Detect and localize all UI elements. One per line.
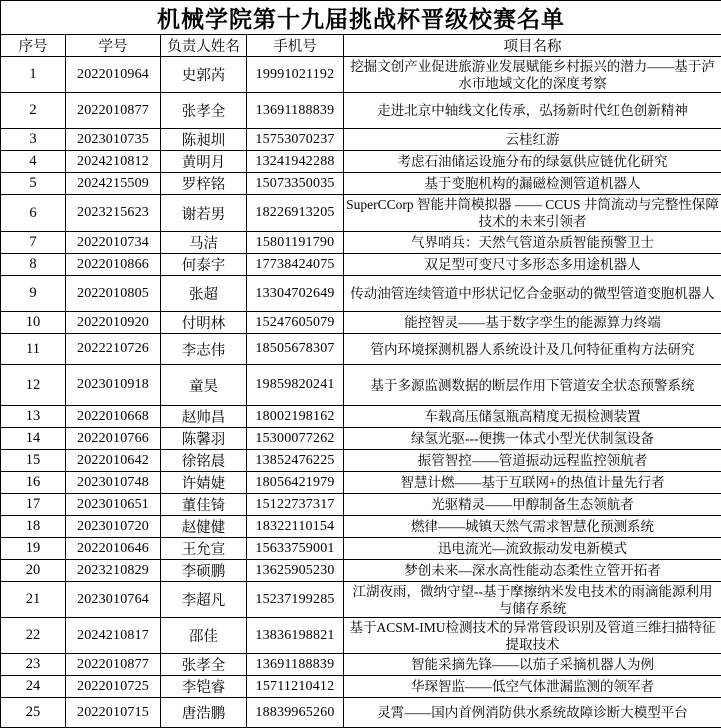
cell-row-number: 2 (1, 93, 66, 129)
cell-student-id: 2022010866 (66, 254, 161, 276)
cell-leader-name: 许婧婕 (161, 472, 247, 494)
cell-phone-number: 18322110154 (247, 516, 344, 538)
cell-student-id: 2023010918 (66, 365, 161, 406)
cell-phone-number: 13625905230 (247, 560, 344, 582)
page-title: 机械学院第十九届挑战杯晋级校赛名单 (1, 1, 721, 35)
cell-row-number: 5 (1, 173, 66, 195)
cell-phone-number: 15753070237 (247, 129, 344, 151)
table-row (1, 560, 721, 582)
cell-student-id: 2022010877 (66, 93, 161, 129)
cell-leader-name: 李志伟 (161, 334, 247, 365)
cell-student-id: 2022010964 (66, 57, 161, 93)
cell-leader-name: 李铠睿 (161, 676, 247, 698)
cell-row-number: 7 (1, 232, 66, 254)
table-row (1, 450, 721, 472)
cell-project-name: 云桂红游 (344, 129, 721, 151)
cell-row-number: 16 (1, 472, 66, 494)
cell-leader-name: 陈馨羽 (161, 428, 247, 450)
table-row (1, 582, 721, 618)
table-row (1, 93, 721, 129)
cell-student-id: 2023210829 (66, 560, 161, 582)
cell-phone-number: 13241942288 (247, 151, 344, 173)
cell-leader-name: 何泰宇 (161, 254, 247, 276)
cell-leader-name: 赵健健 (161, 516, 247, 538)
cell-project-name: 智慧计燃——基于互联网+的热值计量先行者 (344, 472, 721, 494)
cell-phone-number: 19859820241 (247, 365, 344, 406)
cell-row-number: 23 (1, 654, 66, 676)
cell-student-id: 2022010642 (66, 450, 161, 472)
table-row (1, 472, 721, 494)
cell-row-number: 13 (1, 406, 66, 428)
cell-leader-name: 马洁 (161, 232, 247, 254)
cell-project-name: 传动油管连续管道中形状记忆合金驱动的微型管道变胞机器人 (344, 276, 721, 312)
table-row (1, 276, 721, 312)
table-row (1, 516, 721, 538)
cell-student-id: 2024210812 (66, 151, 161, 173)
table-row (1, 365, 721, 406)
cell-project-name: 挖掘文创产业促进旅游业发展赋能乡村振兴的潜力——基于泸水市地域文化的深度考察 (344, 57, 721, 93)
cell-project-name: 迅电流光—流致振动发电新模式 (344, 538, 721, 560)
cell-row-number: 18 (1, 516, 66, 538)
table-row (1, 151, 721, 173)
cell-project-name: 走进北京中轴线文化传承，弘扬新时代红色创新精神 (344, 93, 721, 129)
cell-leader-name: 赵帅昌 (161, 406, 247, 428)
cell-project-name: 基于多源监测数据的断层作用下管道安全状态预警系统 (344, 365, 721, 406)
cell-student-id: 2022010805 (66, 276, 161, 312)
cell-leader-name: 史郭芮 (161, 57, 247, 93)
table-header-row (1, 35, 721, 57)
table-row (1, 428, 721, 450)
header-cell-col-phone: 手机号 (247, 35, 344, 57)
cell-phone-number: 19991021192 (247, 57, 344, 93)
cell-row-number: 14 (1, 428, 66, 450)
cell-phone-number: 13691188839 (247, 654, 344, 676)
cell-row-number: 25 (1, 698, 66, 728)
cell-project-name: 绿氢光驱---便携一体式小型光伏制氢设备 (344, 428, 721, 450)
cell-leader-name: 张孝全 (161, 93, 247, 129)
cell-project-name: 双足型可变尺寸多形态多用途机器人 (344, 254, 721, 276)
cell-student-id: 2023010720 (66, 516, 161, 538)
cell-row-number: 24 (1, 676, 66, 698)
cell-row-number: 4 (1, 151, 66, 173)
cell-project-name: 气界哨兵：天然气管道杂质智能预警卫士 (344, 232, 721, 254)
cell-phone-number: 15237199285 (247, 582, 344, 618)
table-row (1, 406, 721, 428)
cell-project-name: 基于变胞机构的漏磁检测管道机器人 (344, 173, 721, 195)
cell-student-id: 2022010766 (66, 428, 161, 450)
cell-student-id: 2023010748 (66, 472, 161, 494)
cell-row-number: 9 (1, 276, 66, 312)
cell-phone-number: 15711210412 (247, 676, 344, 698)
cell-project-name: 能控智灵——基于数字孪生的能源算力终端 (344, 312, 721, 334)
cell-leader-name: 黄明月 (161, 151, 247, 173)
cell-leader-name: 张超 (161, 276, 247, 312)
cell-student-id: 2024215509 (66, 173, 161, 195)
cell-project-name: 燃律——城镇天然气需求智慧化预测系统 (344, 516, 721, 538)
cell-phone-number: 15247605079 (247, 312, 344, 334)
cell-student-id: 2023215623 (66, 195, 161, 232)
cell-phone-number: 13304702649 (247, 276, 344, 312)
cell-leader-name: 邵佳 (161, 618, 247, 654)
cell-row-number: 22 (1, 618, 66, 654)
cell-student-id: 2024210817 (66, 618, 161, 654)
cell-phone-number: 15801191790 (247, 232, 344, 254)
cell-phone-number: 18002198162 (247, 406, 344, 428)
cell-project-name: 管内环境探测机器人系统设计及几何特征重构方法研究 (344, 334, 721, 365)
cell-project-name: 智能采摘先锋——以茄子采摘机器人为例 (344, 654, 721, 676)
table-row (1, 538, 721, 560)
cell-phone-number: 18505678307 (247, 334, 344, 365)
cell-student-id: 2022010734 (66, 232, 161, 254)
cell-student-id: 2023010735 (66, 129, 161, 151)
cell-leader-name: 付明林 (161, 312, 247, 334)
cell-phone-number: 13836198821 (247, 618, 344, 654)
table-row (1, 173, 721, 195)
cell-row-number: 21 (1, 582, 66, 618)
table-row (1, 618, 721, 654)
table-row (1, 57, 721, 93)
cell-phone-number: 17738424075 (247, 254, 344, 276)
cell-phone-number: 15122737317 (247, 494, 344, 516)
title-row (1, 1, 721, 35)
cell-phone-number: 13691188839 (247, 93, 344, 129)
cell-leader-name: 李硕鹏 (161, 560, 247, 582)
cell-leader-name: 谢若男 (161, 195, 247, 232)
cell-project-name: 灵霄——国内首例消防供水系统故障诊断大模型平台 (344, 698, 721, 728)
header-cell-col-project: 项目名称 (344, 35, 721, 57)
table-body (1, 57, 721, 728)
cell-project-name: 振管智控——管道振动远程监控领航者 (344, 450, 721, 472)
cell-student-id: 2022010877 (66, 654, 161, 676)
table-row (1, 676, 721, 698)
table-row (1, 232, 721, 254)
cell-phone-number: 15633759001 (247, 538, 344, 560)
table-row (1, 698, 721, 728)
cell-leader-name: 罗梓铭 (161, 173, 247, 195)
header-cell-col-no: 序号 (1, 35, 66, 57)
cell-project-name: 梦创未来—深水高性能动态柔性立管开拓者 (344, 560, 721, 582)
cell-phone-number: 18839965260 (247, 698, 344, 728)
header-cell-col-name: 负责人姓名 (161, 35, 247, 57)
header-cell-col-student-id: 学号 (66, 35, 161, 57)
cell-leader-name: 徐铭晨 (161, 450, 247, 472)
cell-phone-number: 18226913205 (247, 195, 344, 232)
table-row (1, 494, 721, 516)
cell-row-number: 12 (1, 365, 66, 406)
cell-student-id: 2023010764 (66, 582, 161, 618)
table-row (1, 129, 721, 151)
cell-leader-name: 李超凡 (161, 582, 247, 618)
cell-student-id: 2022210726 (66, 334, 161, 365)
cell-student-id: 2023010651 (66, 494, 161, 516)
cell-row-number: 3 (1, 129, 66, 151)
cell-leader-name: 陈昶圳 (161, 129, 247, 151)
cell-project-name: SuperCCorp 智能井筒模拟器 —— CCUS 井筒流动与完整性保障技术的未来引领者 (344, 195, 721, 232)
cell-row-number: 11 (1, 334, 66, 365)
cell-leader-name: 唐浩鹏 (161, 698, 247, 728)
cell-project-name: 基于ACSM-IMU检测技术的异常管段识别及管道三维扫描特征提取技术 (344, 618, 721, 654)
cell-phone-number: 18056421979 (247, 472, 344, 494)
cell-project-name: 华琛智监——低空气体泄漏监测的领军者 (344, 676, 721, 698)
cell-student-id: 2022010725 (66, 676, 161, 698)
cell-student-id: 2022010715 (66, 698, 161, 728)
cell-student-id: 2022010920 (66, 312, 161, 334)
cell-project-name: 江湖夜雨，微纳守望--基于摩擦纳米发电技术的雨滴能源利用与储存系统 (344, 582, 721, 618)
cell-project-name: 车载高压储氢瓶高精度无损检测装置 (344, 406, 721, 428)
cell-row-number: 17 (1, 494, 66, 516)
cell-student-id: 2022010646 (66, 538, 161, 560)
cell-phone-number: 13852476225 (247, 450, 344, 472)
cell-leader-name: 董佳锜 (161, 494, 247, 516)
cell-project-name: 考虑石油储运设施分布的绿氨供应链优化研究 (344, 151, 721, 173)
table-row (1, 334, 721, 365)
cell-leader-name: 童昊 (161, 365, 247, 406)
cell-row-number: 20 (1, 560, 66, 582)
table-row (1, 312, 721, 334)
cell-phone-number: 15300077262 (247, 428, 344, 450)
table-row (1, 254, 721, 276)
cell-phone-number: 15073350035 (247, 173, 344, 195)
cell-leader-name: 张孝全 (161, 654, 247, 676)
cell-row-number: 10 (1, 312, 66, 334)
cell-row-number: 19 (1, 538, 66, 560)
cell-row-number: 1 (1, 57, 66, 93)
cell-row-number: 6 (1, 195, 66, 232)
table-row (1, 195, 721, 232)
cell-student-id: 2022010668 (66, 406, 161, 428)
cell-row-number: 8 (1, 254, 66, 276)
cell-project-name: 光驱精灵——甲醇制备生态领航者 (344, 494, 721, 516)
cell-leader-name: 王允宣 (161, 538, 247, 560)
table-row (1, 654, 721, 676)
cell-row-number: 15 (1, 450, 66, 472)
